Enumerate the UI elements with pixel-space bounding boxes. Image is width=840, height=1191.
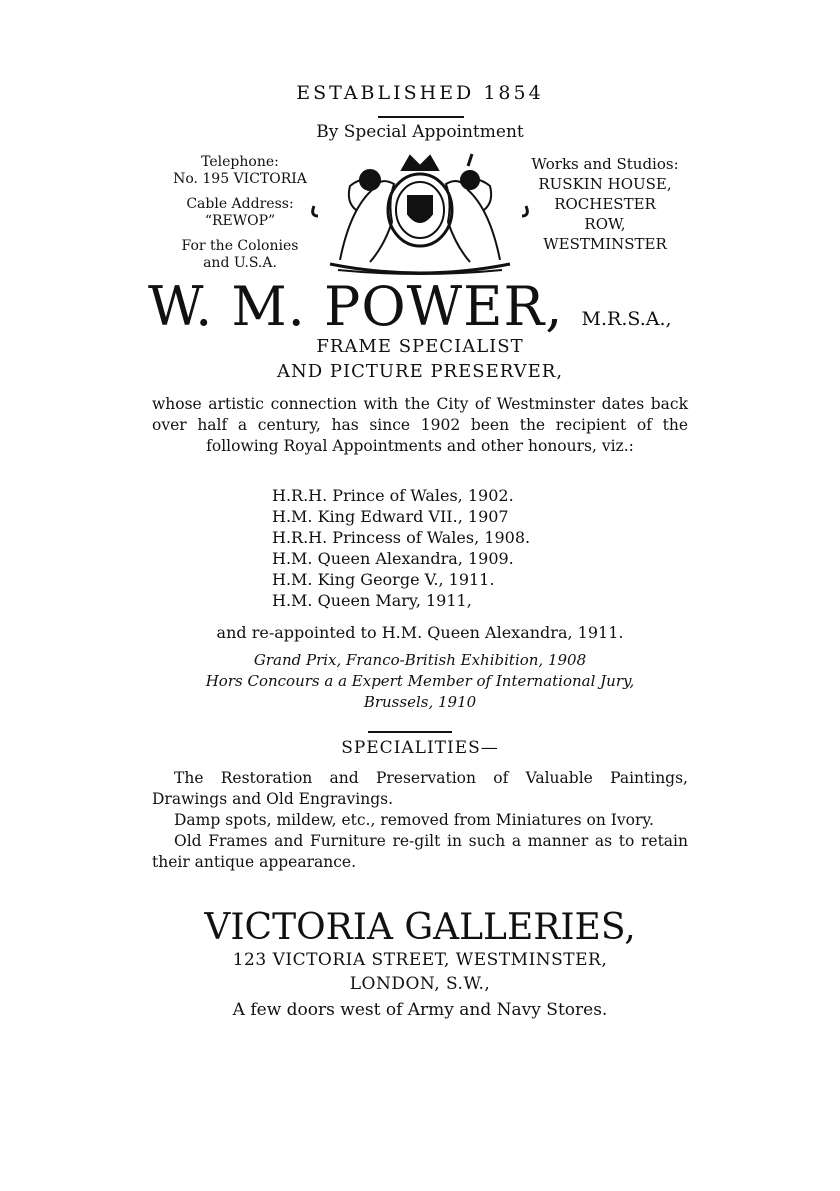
speciality-item: Old Frames and Furniture re-gilt in such a manner as to retain their antique appearance. (152, 832, 688, 871)
address-line-2: LONDON, S.W., (349, 974, 491, 994)
works-line-2: ROCHESTER (554, 195, 656, 213)
specialities-heading: SPECIALITIES— (341, 738, 499, 758)
gallery-address (0, 948, 840, 996)
intro-paragraph: whose artistic connection with the City of Westminster dates back over half a century, has since 1902 been the recipient of the following Royal Appointments and other honours, viz.: (152, 395, 688, 455)
cable-value: “REWOP” (204, 213, 276, 229)
works-line-3: ROW, (584, 215, 626, 233)
honour-item: H.M. Queen Alexandra, 1909. (272, 549, 514, 568)
colonies-line-2: and U.S.A. (203, 255, 277, 271)
works-line-1: RUSKIN HOUSE, (538, 175, 672, 193)
specialities-list (152, 768, 688, 873)
role-line-2: AND PICTURE PRESERVER, (276, 361, 564, 382)
honour-item: H.R.H. Princess of Wales, 1908. (272, 528, 531, 547)
honour-item: H.M. King George V., 1911. (272, 570, 495, 589)
section-divider (368, 731, 452, 733)
telephone-number: No. 195 VICTORIA (173, 171, 307, 187)
honour-item: H.M. Queen Mary, 1911, (272, 591, 472, 610)
telephone-label: Telephone: (201, 154, 279, 170)
address-line-1: 123 VICTORIA STREET, WESTMINSTER, (232, 950, 608, 970)
award-line-2: Hors Concours a a Expert Member of International Jury, (205, 672, 635, 690)
directions-line: A few doors west of Army and Navy Stores. (232, 1000, 608, 1020)
works-label: Works and Studios: (531, 155, 679, 173)
works-block (520, 154, 690, 254)
role-line-1: FRAME SPECIALIST (316, 336, 524, 357)
award-line-3: Brussels, 1910 (363, 693, 477, 711)
speciality-item: The Restoration and Preservation of Valuable Paintings, Drawings and Old Engravings. (152, 769, 688, 808)
special-appointment: By Special Appointment (316, 122, 524, 142)
awards-block (0, 650, 840, 713)
honour-item: H.R.H. Prince of Wales, 1902. (272, 486, 514, 505)
contact-block (150, 154, 330, 272)
speciality-item: Damp spots, mildew, etc., removed from Miniatures on Ivory. (174, 811, 654, 829)
header-divider (378, 116, 464, 118)
colonies-line-1: For the Colonies (181, 238, 299, 254)
honour-item: H.M. King Edward VII., 1907 (272, 507, 509, 526)
established-line: ESTABLISHED 1854 (296, 82, 544, 104)
royal-coat-of-arms-icon (310, 150, 530, 278)
works-line-4: WESTMINSTER (543, 235, 667, 253)
cable-label: Cable Address: (186, 196, 294, 212)
honours-list (272, 485, 530, 611)
proprietor-name: W. M. POWER, (148, 275, 564, 338)
award-line-1: Grand Prix, Franco-British Exhibition, 1908 (253, 651, 587, 669)
gallery-name: VICTORIA GALLERIES, (204, 907, 636, 948)
proprietor-title: M.R.S.A., (581, 308, 672, 330)
reappointed-line: and re-appointed to H.M. Queen Alexandra, 1911. (216, 623, 624, 642)
